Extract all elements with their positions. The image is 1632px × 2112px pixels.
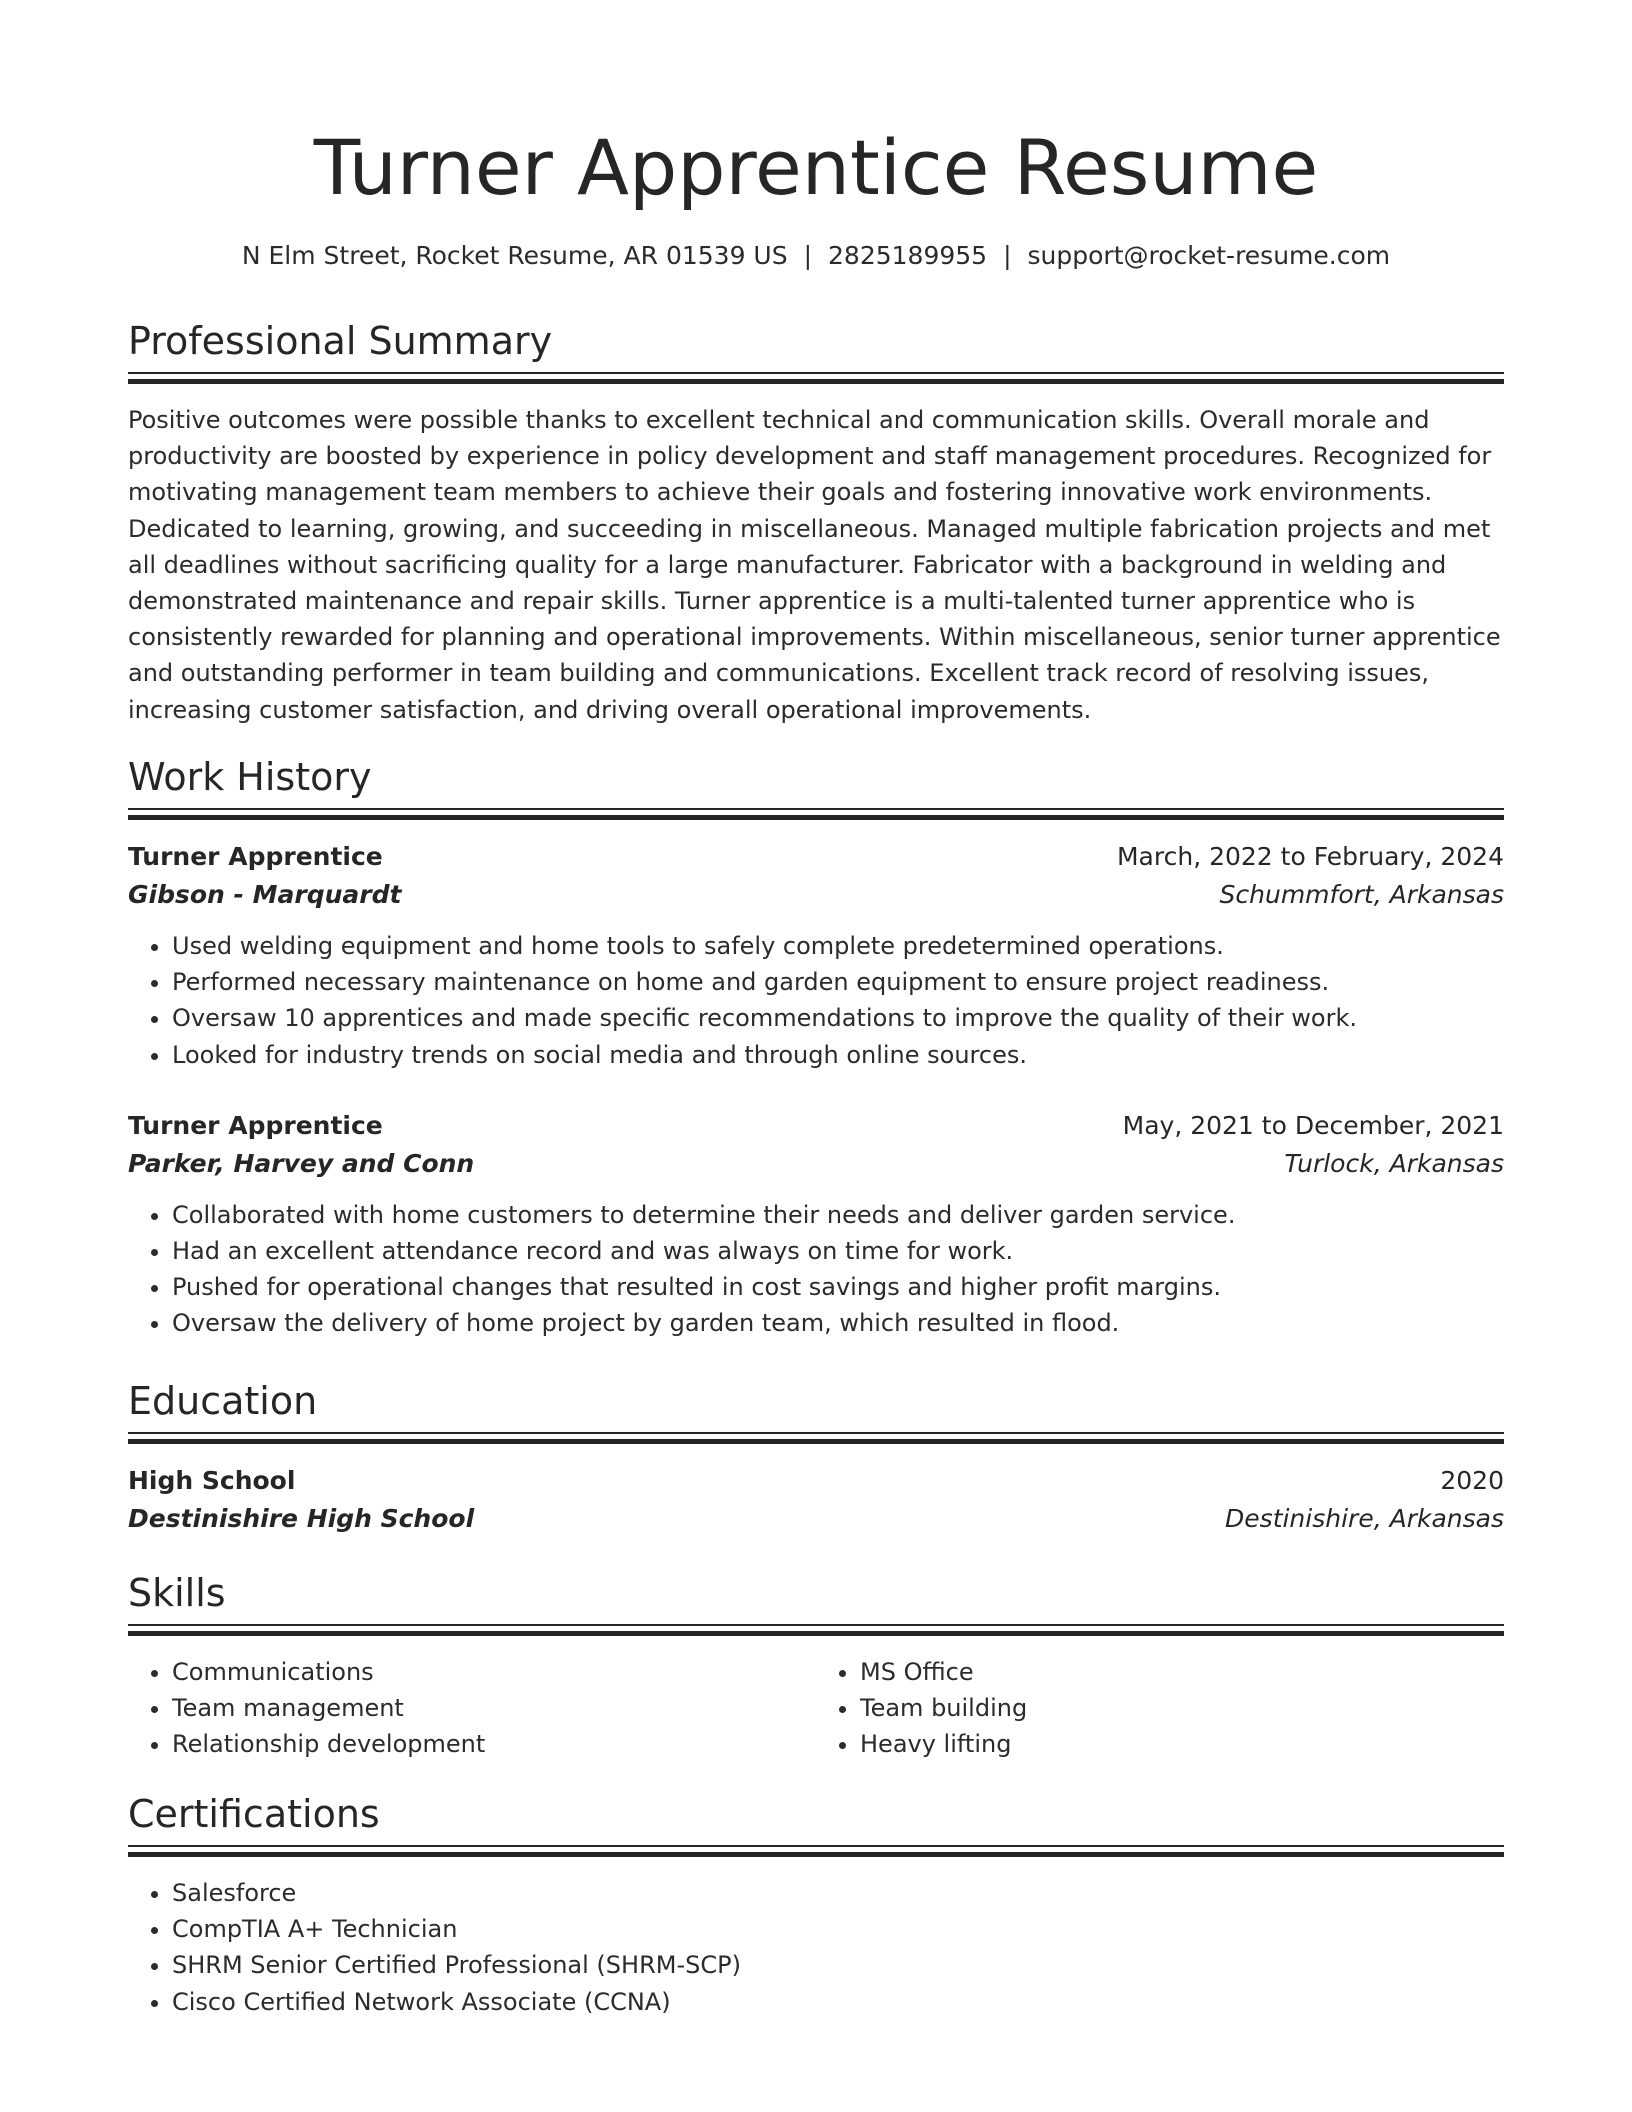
job-bullet: • Collaborated with home customers to determine their needs and deliver garden service. [172,1197,1504,1233]
summary-text: Positive outcomes were possible thanks to excellent technical and communication skills. Overall morale and productivity are boosted by experience in policy development and staff management procedures. Recognized for motivating management team members to achieve their goals and fostering innovative work environments. Dedicated to learning, growing, and succeeding in miscellaneous. Managed multiple fabrication projects and met all deadlines without sacrificing quality for a large manufacturer. Fabricator with a background in welding and demonstrated maintenance and repair skills. Turner apprentice is a multi-talented turner apprentice who is consistently rewarded for planning and operational improvements. Within miscellaneous, senior turner apprentice and outstanding performer in team building and communications. Excellent track record of resolving issues, increasing customer satisfaction, and driving overall operational improvements. [128,406,1501,724]
certifications-section [128,1789,1504,2020]
job-dates: March, 2022 to February, 2024 [1116,842,1504,871]
job-bullet: • Used welding equipment and home tools to safely complete predetermined operations. [172,928,1504,964]
contact-email: support@rocket-resume.com [1027,241,1391,270]
contact-address: N Elm Street, Rocket Resume, AR 01539 US [241,241,788,270]
job-company-row [128,1145,1504,1183]
job-bullet: • Pushed for operational changes that resulted in cost savings and higher profit margins. [172,1269,1504,1305]
education-year: 2020 [1440,1466,1504,1495]
section-divider [128,372,1504,384]
section-title: Professional Summary [128,319,553,363]
section-title: Skills [128,1571,226,1615]
section-title: Certifications [128,1792,380,1836]
job-bullet: • Looked for industry trends on social media and through online sources. [172,1037,1504,1073]
job-bullets [128,1197,1504,1342]
job-company: Gibson - Marquardt [128,880,402,909]
education-section [128,1376,1504,1538]
skills-column-right [816,1654,1504,1763]
section-title: Education [128,1379,318,1423]
contact-separator: | [1003,241,1012,270]
skills-section [128,1568,1504,1763]
job-location: Turlock, Arkansas [1284,1148,1504,1178]
work-history-section [128,752,1504,1342]
skill-item: • Team building [860,1690,1504,1726]
contact-separator: | [803,241,813,270]
certification-item: • SHRM Senior Certified Professional (SHRM-SCP) [172,1947,1504,1983]
certifications-list [128,1875,1504,2020]
section-divider [128,1624,1504,1636]
skill-item: • Team management [172,1690,816,1726]
job-bullet: • Oversaw the delivery of home project by garden team, which resulted in flood. [172,1305,1504,1341]
job-company-row [128,876,1504,914]
skills-column-left [128,1654,816,1763]
job-entry [128,838,1504,1073]
certification-item: • Salesforce [172,1875,1504,1911]
job-bullet: • Performed necessary maintenance on home and garden equipment to ensure project readiness. [172,964,1504,1000]
education-school: Destinishire High School [128,1504,475,1533]
section-title: Work History [128,755,372,799]
job-entry [128,1107,1504,1342]
certification-item: • CompTIA A+ Technician [172,1911,1504,1947]
job-dates: May, 2021 to December, 2021 [1122,1110,1504,1140]
education-degree: High School [128,1466,296,1495]
contact-phone: 2825189955 [828,241,988,270]
job-bullets [128,928,1504,1073]
job-location: Schummfort, Arkansas [1219,880,1504,909]
skill-item: • Communications [172,1654,816,1690]
skill-item: • Relationship development [172,1726,816,1762]
job-title: Turner Apprentice [128,842,383,871]
resume-name: Turner Apprentice Resume [313,123,1319,212]
job-company: Parker, Harvey and Conn [128,1148,475,1178]
summary-section [128,316,1504,728]
job-header-row [128,838,1504,876]
certification-item: • Cisco Certified Network Associate (CCNA) [172,1984,1504,2020]
job-bullet: • Had an excellent attendance record and was always on time for work. [172,1233,1504,1269]
skills-grid [128,1654,1504,1763]
job-bullet: • Oversaw 10 apprentices and made specific recommendations to improve the quality of their work. [172,1000,1504,1036]
education-header-row [128,1462,1504,1500]
skill-item: • MS Office [860,1654,1504,1690]
section-divider [128,1432,1504,1444]
education-school-row [128,1500,1504,1538]
contact-line [128,238,1504,274]
education-location: Destinishire, Arkansas [1225,1504,1504,1533]
job-header-row [128,1107,1504,1145]
skill-item: • Heavy lifting [860,1726,1504,1762]
job-title: Turner Apprentice [128,1110,383,1140]
education-entry [128,1462,1504,1538]
section-divider [128,1845,1504,1857]
section-divider [128,808,1504,820]
